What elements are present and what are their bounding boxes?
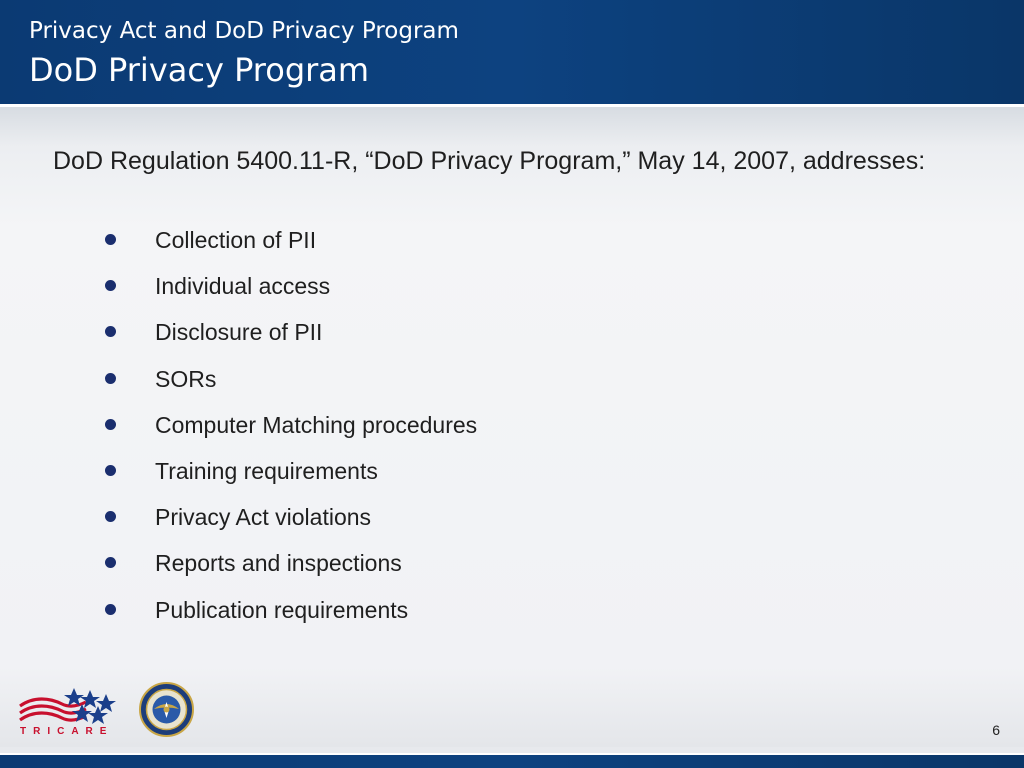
- bullet-icon: [105, 326, 116, 337]
- tricare-logo-icon: [16, 684, 118, 736]
- list-item: [0, 595, 700, 641]
- list-item: [0, 548, 700, 594]
- bullet-icon: [105, 419, 116, 430]
- tricare-wordmark: TRICARE: [20, 726, 114, 736]
- dod-seal-icon: [139, 682, 194, 737]
- bullet-text: Individual access: [155, 273, 331, 300]
- slide-subtitle: Privacy Act and DoD Privacy Program: [29, 18, 459, 44]
- bullet-icon: [105, 234, 116, 245]
- bullet-icon: [105, 604, 116, 615]
- bullet-text: Reports and inspections: [155, 550, 402, 577]
- bullet-text: Privacy Act violations: [155, 504, 372, 531]
- page-number: 6: [992, 722, 1000, 738]
- slide-title: DoD Privacy Program: [29, 51, 370, 89]
- bullet-text: Collection of PII: [155, 227, 317, 253]
- bullet-icon: [105, 557, 116, 568]
- bullet-icon: [105, 465, 116, 476]
- tricare-logo: [16, 684, 118, 736]
- bullet-text: Computer Matching procedures: [155, 411, 478, 438]
- bullet-text: Training requirements: [155, 457, 378, 484]
- bullet-text: Publication requirements: [155, 596, 409, 623]
- list-item: [0, 364, 700, 410]
- list-item: [0, 317, 700, 363]
- bullet-text: Disclosure of PII: [155, 319, 323, 346]
- list-item: [0, 456, 700, 502]
- bullet-list: [0, 225, 700, 641]
- list-item: [0, 410, 700, 456]
- bullet-icon: [105, 511, 116, 522]
- list-item: [0, 502, 700, 548]
- bullet-icon: [105, 373, 116, 384]
- slide-header: [0, 0, 1024, 107]
- bullet-icon: [105, 280, 116, 291]
- dod-seal-logo: [139, 682, 194, 737]
- footer-bar: [0, 753, 1024, 768]
- intro-paragraph: DoD Regulation 5400.11-R, “DoD Privacy Program,” May 14, 2007, addresses:: [53, 147, 926, 175]
- list-item: [0, 271, 700, 317]
- bullet-text: SORs: [155, 365, 217, 392]
- list-item: [0, 225, 700, 271]
